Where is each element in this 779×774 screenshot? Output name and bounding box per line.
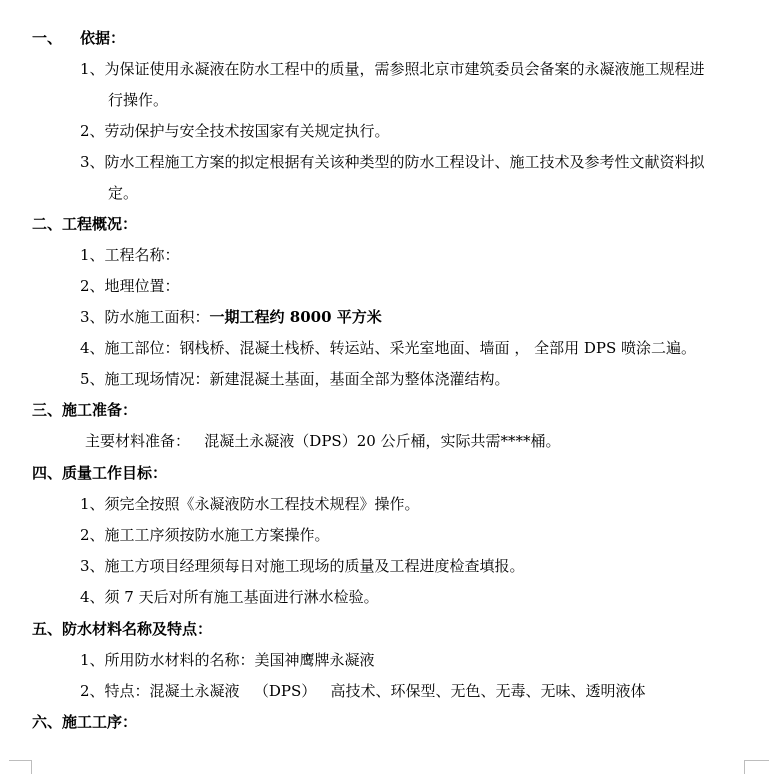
section-3-heading: 三、施工准备： xyxy=(32,401,138,419)
section-3-item-1: 主要材料准备： 混凝土永凝液（DPS）20 公斤桶，实际共需****桶。 xyxy=(85,432,561,450)
section-1-item-1-line-2: 行操作。 xyxy=(108,91,169,109)
section-4-item-1: 1、须完全按照《永凝液防水工程技术规程》操作。 xyxy=(80,495,420,513)
section-2-item-5: 5、施工现场情况：新建混凝土基面，基面全部为整体浇灌结构。 xyxy=(80,370,510,388)
section-2-item-3-prefix: 3、防水施工面积： xyxy=(80,308,210,326)
crop-mark-left xyxy=(9,760,32,774)
section-5-item-1: 1、所用防水材料的名称：美国神鹰牌永凝液 xyxy=(80,651,375,669)
section-1-heading: 依据： xyxy=(80,29,126,47)
section-2-heading: 二、工程概况： xyxy=(32,215,138,233)
section-4-heading: 四、质量工作目标： xyxy=(32,464,168,482)
section-4-item-4: 4、须 7 天后对所有施工基面进行淋水检验。 xyxy=(80,588,379,606)
section-2-item-2: 2、地理位置： xyxy=(80,277,180,295)
section-1-item-3-line-1: 3、防水工程施工方案的拟定根据有关该种类型的防水工程设计、施工技术及参考性文献资料拟 xyxy=(80,153,705,171)
section-4-item-3: 3、施工方项目经理须每日对施工现场的质量及工程进度检查填报。 xyxy=(80,557,525,575)
section-2-item-1: 1、工程名称： xyxy=(80,246,180,264)
section-1-heading-number: 一、 xyxy=(32,29,63,47)
section-1-item-2: 2、劳动保护与安全技术按国家有关规定执行。 xyxy=(80,122,390,140)
section-1-item-3-line-2: 定。 xyxy=(108,184,139,202)
section-6-heading: 六、施工工序： xyxy=(32,713,138,731)
crop-mark-right xyxy=(744,760,769,774)
section-2-item-3-area: 一期工程约 8000 平方米 xyxy=(209,308,382,326)
section-4-item-2: 2、施工工序须按防水施工方案操作。 xyxy=(80,526,330,544)
section-5-item-2: 2、特点：混凝土永凝液 （DPS） 高技术、环保型、无色、无毒、无味、透明液体 xyxy=(80,682,646,700)
section-1-item-1-line-1: 1、为保证使用永凝液在防水工程中的质量，需参照北京市建筑委员会备案的永凝液施工规程进 xyxy=(80,60,705,78)
section-2-item-4: 4、施工部位：钢栈桥、混凝土栈桥、转运站、采光室地面、墙面 ， 全部用 DPS 喷涂二遍。 xyxy=(80,339,697,357)
section-2-item-3 xyxy=(80,307,382,327)
section-5-heading: 五、防水材料名称及特点： xyxy=(32,620,213,638)
